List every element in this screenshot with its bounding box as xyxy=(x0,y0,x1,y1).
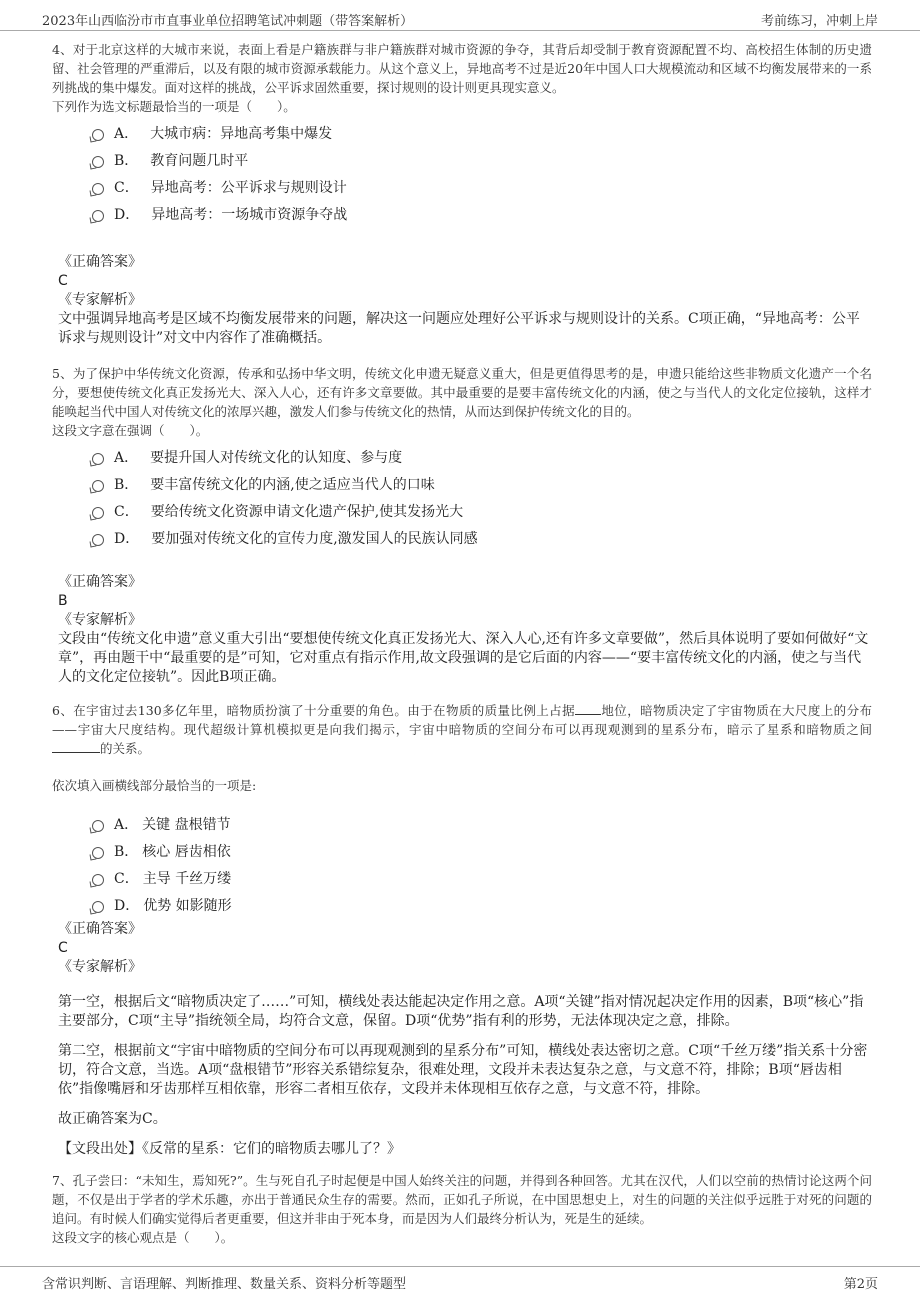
analysis-heading: 《专家解析》 xyxy=(58,612,142,628)
options-list xyxy=(92,443,872,551)
fill-blank-1 xyxy=(575,701,601,715)
analysis-heading: 《专家解析》 xyxy=(58,292,142,308)
radio-icon[interactable] xyxy=(92,129,104,141)
radio-icon[interactable] xyxy=(92,874,104,886)
answer-heading: 《正确答案》 xyxy=(58,254,142,270)
option-text: 主导 千丝万缕 xyxy=(142,870,232,887)
stem-part: 6、在宇宙过去130多亿年里，暗物质扮演了十分重要的角色。由于在物质的质量比例上占据 xyxy=(52,703,575,718)
option-letter: A． xyxy=(114,816,139,833)
question-prompt: 下列作为选文标题最恰当的一项是（ ）。 xyxy=(52,99,296,114)
option-b[interactable] xyxy=(92,146,872,173)
option-letter: D． xyxy=(114,206,140,223)
answer-heading: 《正确答案》 xyxy=(58,921,142,937)
radio-icon[interactable] xyxy=(92,847,104,859)
option-a[interactable] xyxy=(92,119,872,146)
option-letter: D． xyxy=(114,530,140,547)
analysis-conclusion: 故正确答案为C。 xyxy=(58,1111,167,1127)
option-letter: C． xyxy=(114,503,139,520)
question-7 xyxy=(52,1171,872,1247)
option-text: 异地高考：公平诉求与规则设计 xyxy=(150,179,347,196)
answer-value: C xyxy=(58,273,68,289)
radio-icon[interactable] xyxy=(92,507,104,519)
option-a[interactable] xyxy=(92,810,872,837)
option-text: 异地高考：一场城市资源争夺战 xyxy=(151,206,348,223)
option-letter: A． xyxy=(114,449,139,466)
question-prompt: 这段文字意在强调（ ）。 xyxy=(52,423,209,438)
option-b[interactable] xyxy=(92,837,872,864)
options-list xyxy=(92,810,872,918)
option-d[interactable] xyxy=(92,891,872,918)
option-letter: B． xyxy=(114,843,139,860)
analysis-text: 文中强调异地高考是区域不均衡发展带来的问题，解决这一问题应处理好公平诉求与规则设计的关系。C项正确，“异地高考：公平诉求与规则设计”对文中内容作了准确概括。 xyxy=(58,311,860,346)
page-footer xyxy=(0,1266,920,1303)
question-stem: 4、对于北京这样的大城市来说，表面上看是户籍族群与非户籍族群对城市资源的争夺，其背后却受制于教育资源配置不均、高校招生体制的历史遗留、社会管理的严重滞后，以及有限的城市资源承载能力。从这个意义上，异地高考不过是近20年中国人口大规模流动和区域不均衡发展带来的一系列挑战的集中爆发。面对这样的挑战，公平诉求固然重要，探讨规则的设计则更具现实意义。 xyxy=(52,42,872,95)
option-a[interactable] xyxy=(92,443,872,470)
option-d[interactable] xyxy=(92,524,872,551)
option-c[interactable] xyxy=(92,173,872,200)
option-letter: C． xyxy=(114,179,139,196)
radio-icon[interactable] xyxy=(92,210,104,222)
answer-heading: 《正确答案》 xyxy=(58,574,142,590)
answer-value: B xyxy=(58,593,68,609)
question-stem xyxy=(52,701,872,758)
option-text: 关键 盘根错节 xyxy=(142,816,231,833)
option-letter: C． xyxy=(114,870,139,887)
question-5 xyxy=(52,364,872,687)
option-text: 教育问题几时平 xyxy=(150,152,249,169)
option-letter: D． xyxy=(114,897,140,914)
header-slogan: 考前练习，冲刺上岸 xyxy=(760,14,878,29)
answer-value: C xyxy=(58,940,68,956)
fill-blank-2 xyxy=(52,739,100,753)
question-prompt: 这段文字的核心观点是（ ）。 xyxy=(52,1230,234,1245)
source-citation: 【文段出处】《反常的星系：它们的暗物质去哪儿了？》 xyxy=(58,1141,401,1157)
option-d[interactable] xyxy=(92,200,872,227)
option-text: 要加强对传统文化的宣传力度,激发国人的民族认同感 xyxy=(151,530,478,547)
stem-part: 地位，暗物质决定了宇宙物质在大尺度上的分布——宇宙大尺度结构。现代超级计算机模拟更是向我们揭示，宇宙中暗物质的空间分布可以再现观测到的星系分布，暗示了星系和暗物质之间 xyxy=(52,703,872,737)
radio-icon[interactable] xyxy=(92,156,104,168)
page-header xyxy=(0,0,920,31)
stem-part: 的关系。 xyxy=(100,741,151,756)
question-stem: 7、孔子尝曰：“未知生，焉知死?”。生与死自孔子时起便是中国人始终关注的问题，并得到各种回答。尤其在汉代，人们以空前的热情讨论这两个问题，不仅是出于学者的学术乐趣，亦出于普通民众生存的需要。然而，正如孔子所说，在中国思想史上，对生的问题的关注似乎远胜于对死的问题的追问。有时候人们确实觉得后者更重要，但这并非由于死本身，而是因为人们最终分析认为，死是生的延续。 xyxy=(52,1173,872,1226)
analysis-paragraph-2: 第二空，根据前文“宇宙中暗物质的空间分布可以再现观测到的星系分布”可知，横线处表达密切之意。C项“千丝万缕”指关系十分密切，符合文意，当选。A项“盘根错节”形容关系错综复杂，很难处理，文段并未表达复杂之意，与文意不符，排除；B项“唇齿相依”指像嘴唇和牙齿那样互相依靠，形容二者相互依存，文段并未体现相互依存之意，与文意不符，排除。 xyxy=(58,1043,868,1097)
options-list xyxy=(92,119,872,227)
document-title: 2023年山西临汾市市直事业单位招聘笔试冲刺题（带答案解析） xyxy=(42,14,414,29)
radio-icon[interactable] xyxy=(92,534,104,546)
radio-icon[interactable] xyxy=(92,901,104,913)
option-text: 要丰富传统文化的内涵,使之适应当代人的口味 xyxy=(150,476,435,493)
option-text: 要提升国人对传统文化的认知度、参与度 xyxy=(150,449,403,466)
option-b[interactable] xyxy=(92,470,872,497)
question-stem: 5、为了保护中华传统文化资源，传承和弘扬中华文明，传统文化申遗无疑意义重大，但是更值得思考的是，申遗只能给这些非物质文化遗产一个名分，要想使传统文化真正发扬光大、深入人心，还有许多文章要做。其中最重要的是要丰富传统文化的内涵，使之与当代人的文化定位接轨，这样才能唤起当代中国人对传统文化的浓厚兴趣，激发人们参与传统文化的热情，从而达到保护传统文化的目的。 xyxy=(52,366,872,419)
option-text: 优势 如影随形 xyxy=(143,897,232,914)
question-6 xyxy=(52,701,872,1159)
analysis-text: 文段由“传统文化申遗”意义重大引出“要想使传统文化真正发扬光大、深入人心,还有许多文章要做”，然后具体说明了要如何做好“文章”，再由题干中“最重要的是”可知，它对重点有指示作用,故文段强调的是它后面的内容——“要丰富传统文化的内涵，使之与当代人的文化定位接轨”。因此B项正确。 xyxy=(58,631,869,685)
question-4 xyxy=(52,40,872,348)
option-letter: B． xyxy=(114,152,139,169)
option-c[interactable] xyxy=(92,497,872,524)
analysis-paragraph-1: 第一空，根据后文“暗物质决定了……”可知，横线处表达能起决定作用之意。A项“关键”指对情况起决定作用的因素，B项“核心”指主要部分，C项“主导”指统领全局，均符合文意，保留。D项“优势”指有利的形势，无法体现决定之意，排除。 xyxy=(58,994,864,1029)
option-letter: B． xyxy=(114,476,139,493)
option-letter: A． xyxy=(114,125,139,142)
analysis-heading: 《专家解析》 xyxy=(58,959,142,975)
page-content xyxy=(52,40,872,1247)
option-text: 大城市病：异地高考集中爆发 xyxy=(150,125,333,142)
radio-icon[interactable] xyxy=(92,453,104,465)
radio-icon[interactable] xyxy=(92,183,104,195)
radio-icon[interactable] xyxy=(92,480,104,492)
question-prompt: 依次填入画横线部分最恰当的一项是: xyxy=(52,778,257,793)
option-c[interactable] xyxy=(92,864,872,891)
footer-note: 含常识判断、言语理解、判断推理、数量关系、资料分析等题型 xyxy=(42,1277,407,1292)
option-text: 核心 唇齿相依 xyxy=(142,843,231,860)
radio-icon[interactable] xyxy=(92,820,104,832)
option-text: 要给传统文化资源申请文化遗产保护,使其发扬光大 xyxy=(150,503,464,520)
page-number: 第2页 xyxy=(843,1277,878,1292)
